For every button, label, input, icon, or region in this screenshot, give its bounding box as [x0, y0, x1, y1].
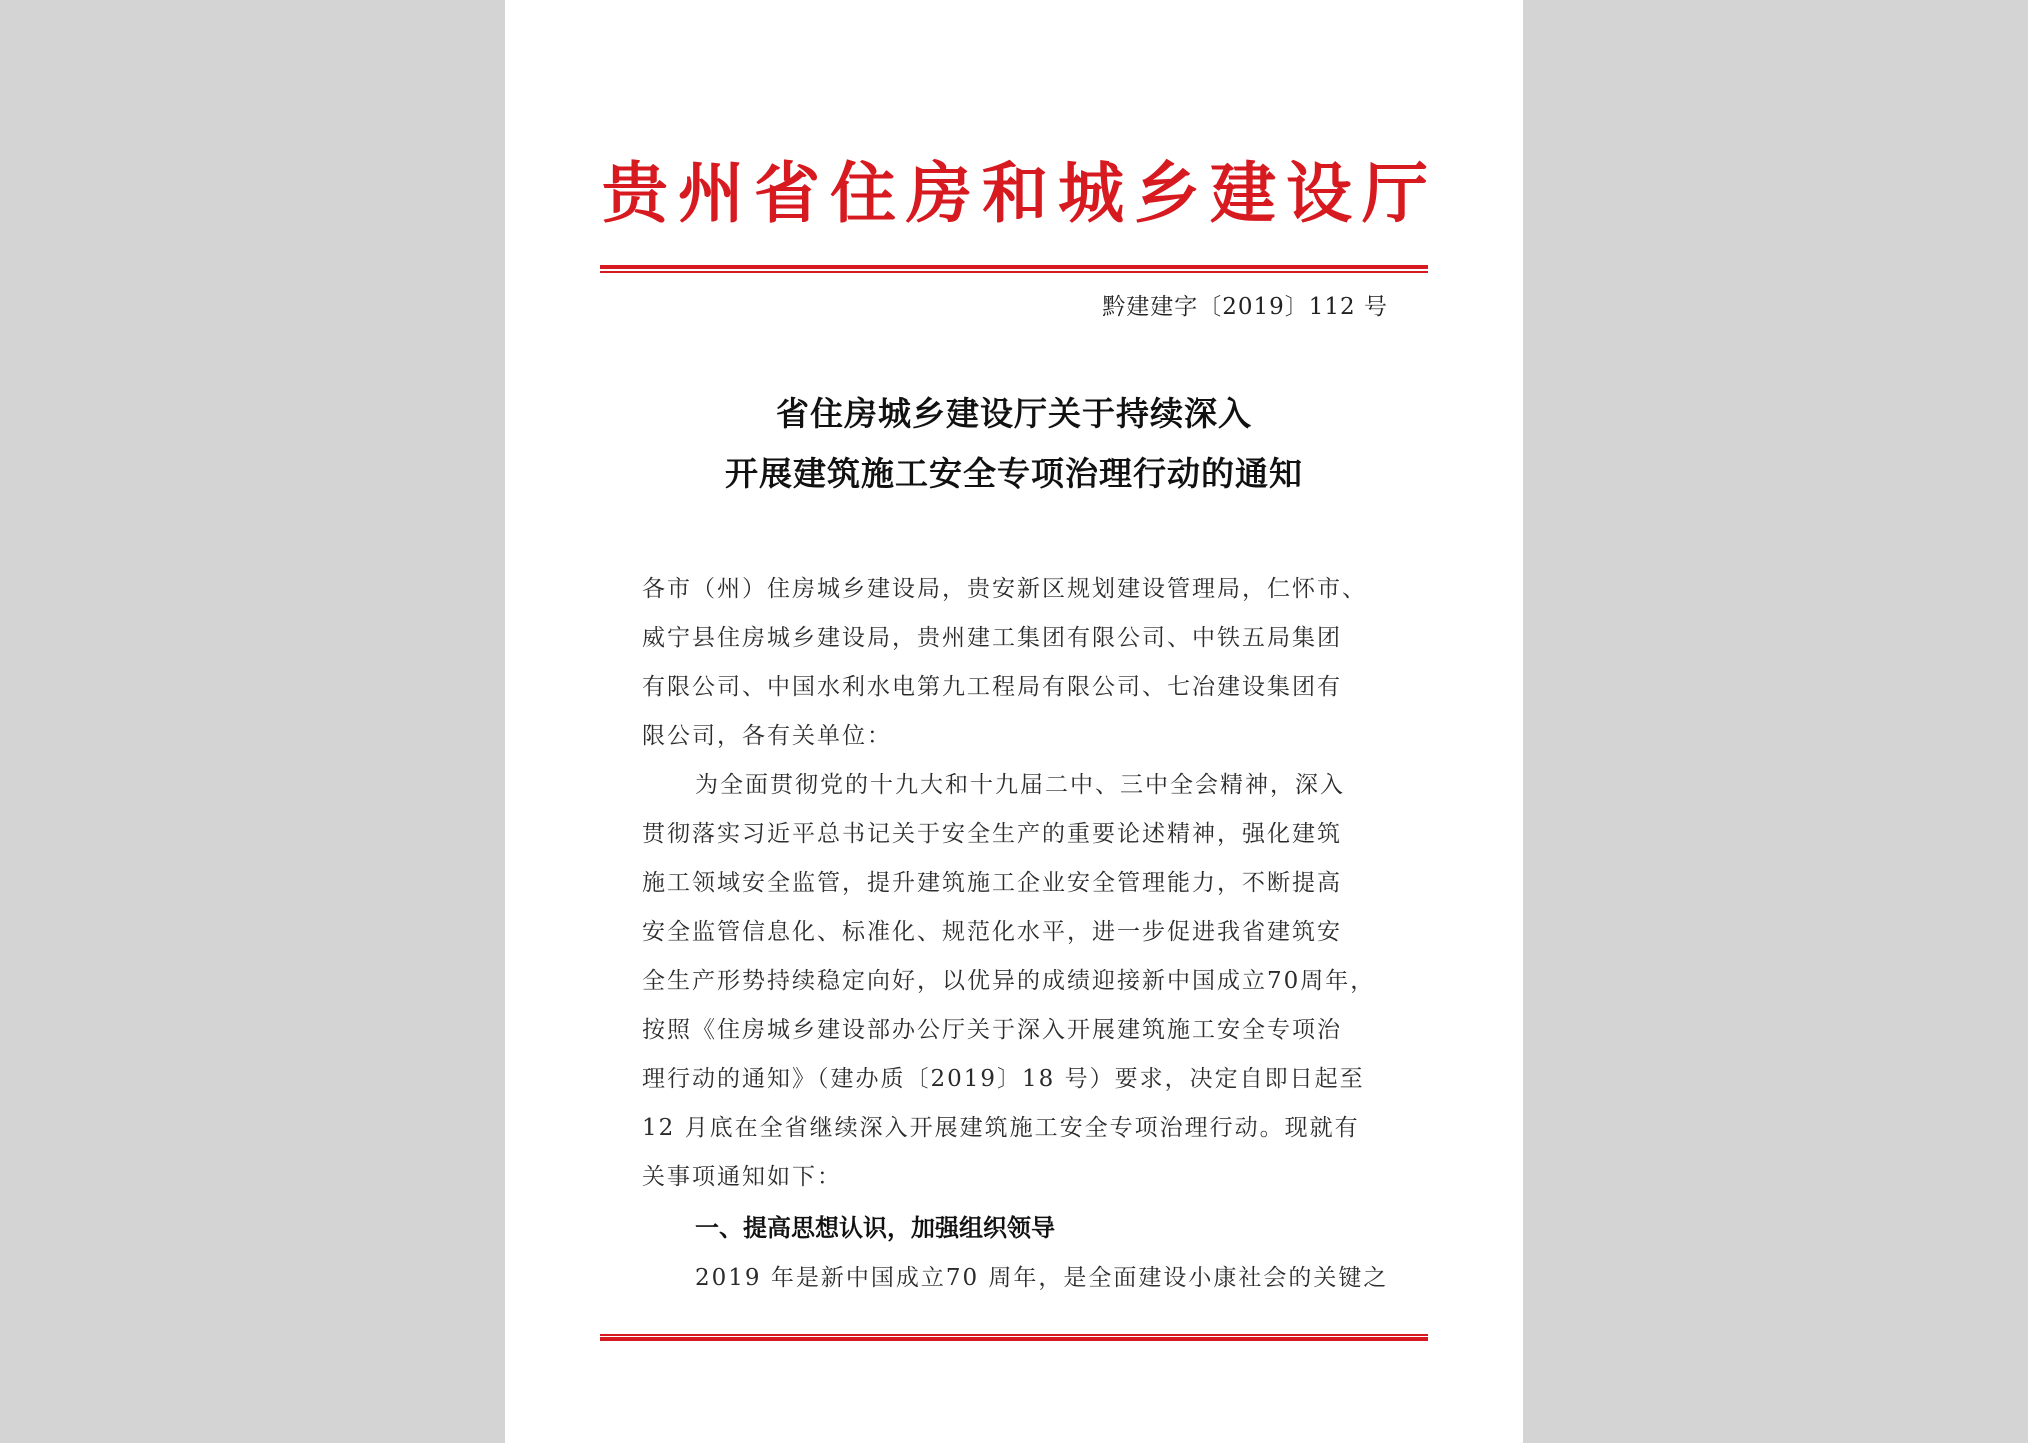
addressee-line: 限公司，各有关单位： [642, 723, 892, 749]
section-heading: 一、提高思想认识，加强组织领导 [695, 1214, 1055, 1242]
intro-paragraph-line: 为全面贯彻党的十九大和十九届二中、三中全会精神，深入 [695, 772, 1345, 798]
intro-paragraph-line: 施工领域安全监管，提升建筑施工企业安全管理能力，不断提高 [642, 870, 1342, 896]
red-footer-rule [600, 1334, 1428, 1343]
intro-paragraph-line: 贯彻落实习近平总书记关于安全生产的重要论述精神，强化建筑 [642, 821, 1342, 847]
addressee-line: 各市（州）住房城乡建设局，贵安新区规划建设管理局，仁怀市、 [642, 576, 1367, 602]
agency-header: 贵州省住房和城乡建设厅 [602, 154, 1438, 232]
document-number: 黔建建字〔2019〕112 号 [1102, 294, 1388, 320]
rule-thick-line [600, 265, 1428, 269]
intro-paragraph-line: 理行动的通知》（建办质〔2019〕18 号）要求，决定自即日起至 [642, 1066, 1365, 1092]
document-page [505, 0, 1523, 1443]
intro-paragraph-line: 关事项通知如下： [642, 1164, 842, 1190]
intro-paragraph-line: 按照《住房城乡建设部办公厅关于深入开展建筑施工安全专项治 [642, 1017, 1342, 1043]
section-body-line: 2019 年是新中国成立70 周年，是全面建设小康社会的关键之 [695, 1265, 1389, 1291]
intro-paragraph-line: 全生产形势持续稳定向好，以优异的成绩迎接新中国成立70周年， [642, 968, 1376, 994]
document-title-line-2: 开展建筑施工安全专项治理行动的通知 [725, 454, 1303, 493]
rule-thin-line [600, 1334, 1428, 1336]
rule-thin-line [600, 271, 1428, 273]
addressee-line: 威宁县住房城乡建设局，贵州建工集团有限公司、中铁五局集团 [642, 625, 1342, 651]
addressee-line: 有限公司、中国水利水电第九工程局有限公司、七冶建设集团有 [642, 674, 1342, 700]
intro-paragraph-line: 12 月底在全省继续深入开展建筑施工安全专项治理行动。现就有 [642, 1115, 1360, 1141]
red-header-rule [600, 265, 1428, 274]
rule-thick-line [600, 1337, 1428, 1341]
document-title-line-1: 省住房城乡建设厅关于持续深入 [776, 394, 1252, 433]
intro-paragraph-line: 安全监管信息化、标准化、规范化水平，进一步促进我省建筑安 [642, 919, 1342, 945]
